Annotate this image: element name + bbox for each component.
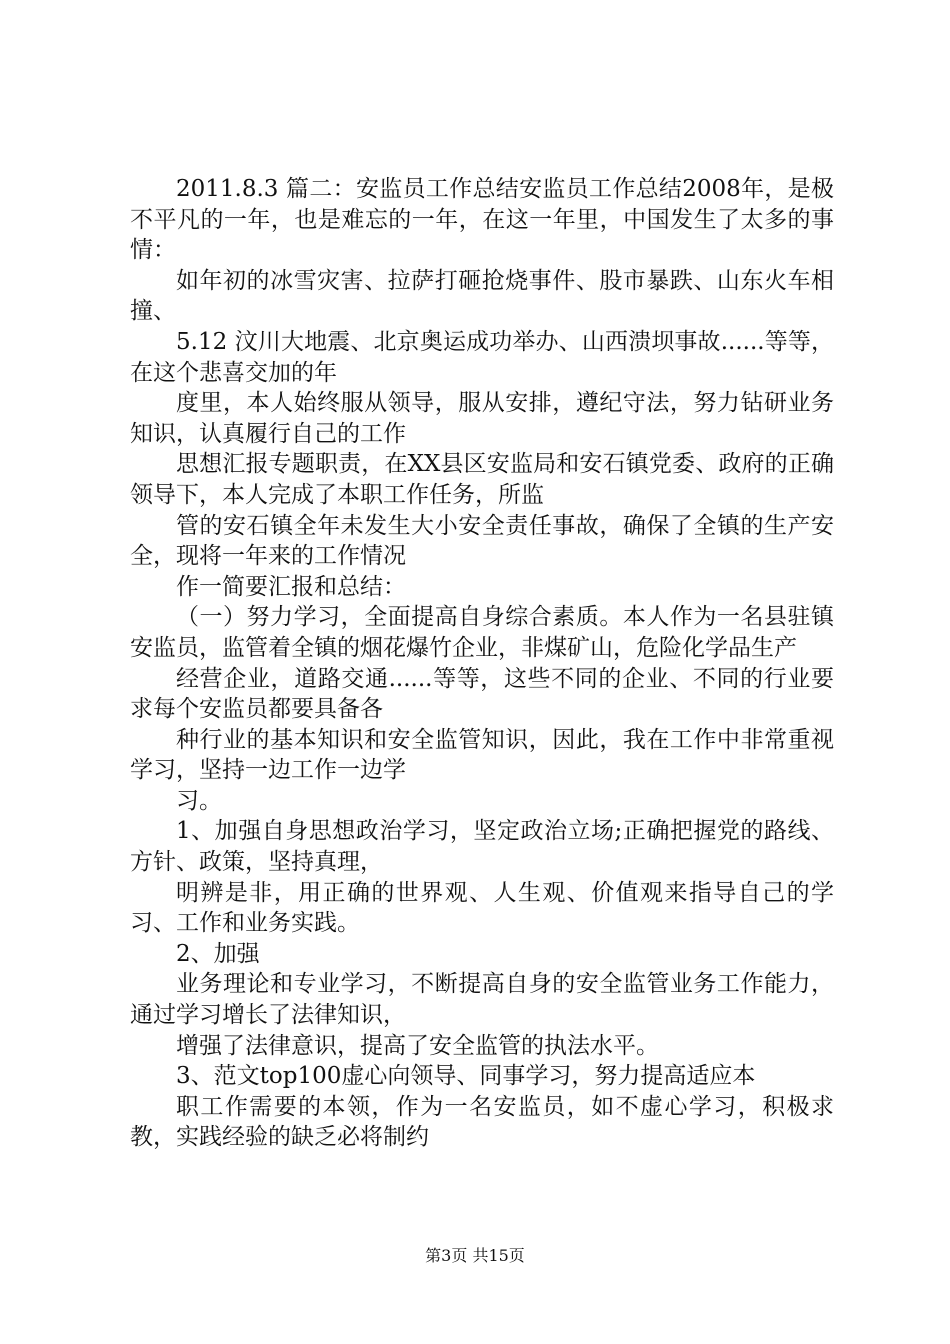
paragraph: 2011.8.3 篇二：安监员工作总结安监员工作总结2008年，是极不平凡的一年，也是难忘的一年，在这一年里，中国发生了太多的事情： [130, 176, 834, 264]
page-footer: 第3页 共15页 [425, 1246, 525, 1265]
paragraph: 经营企业，道路交通......等等，这些不同的企业、不同的行业要求每个安监员都要具备各 [130, 665, 834, 723]
paragraph: 度里，本人始终服从领导，服从安排，遵纪守法，努力钻研业务知识，认真履行自己的工作 [130, 390, 834, 447]
paragraph: 职工作需要的本领，作为一名安监员，如不虚心学习，积极求教，实践经验的缺乏必将制约 [130, 1093, 834, 1151]
paragraph: 明辨是非，用正确的世界观、人生观、价值观来指导自己的学习、工作和业务实践。 [130, 879, 834, 937]
paragraph: 3、范文top100虚心向领导、同事学习，努力提高适应本 [176, 1063, 756, 1090]
paragraph: 如年初的冰雪灾害、拉萨打砸抢烧事件、股市暴跌、山东火车相撞、 [130, 267, 834, 325]
paragraph: （一）努力学习，全面提高自身综合素质。本人作为一名县驻镇安监员，监管着全镇的烟花爆竹企业，非煤矿山，危险化学品生产 [130, 604, 834, 661]
paragraph: 管的安石镇全年未发生大小安全责任事故，确保了全镇的生产安全，现将一年来的工作情况 [130, 512, 834, 570]
paragraph: 习。 [176, 787, 222, 814]
body-text [130, 174, 834, 1153]
paragraph: 种行业的基本知识和安全监管知识，因此，我在工作中非常重视学习，坚持一边工作一边学 [130, 726, 834, 784]
paragraph: 5.12 汶川大地震、北京奥运成功举办、山西溃坝事故......等等，在这个悲喜交加的年 [130, 328, 834, 386]
paragraph: 作一简要汇报和总结： [176, 573, 406, 600]
paragraph: 增强了法律意识，提高了安全监管的执法水平。 [176, 1032, 659, 1059]
paragraph: 业务理论和专业学习，不断提高自身的安全监管业务工作能力，通过学习增长了法律知识， [130, 971, 834, 1029]
paragraph: 思想汇报专题职责，在XX县区安监局和安石镇党委、政府的正确领导下，本人完成了本职工作任务，所监 [130, 451, 834, 508]
paragraph: 2、加强 [176, 940, 260, 967]
paragraph: 1、加强自身思想政治学习，坚定政治立场;正确把握党的路线、方针、政策，坚持真理， [130, 818, 834, 876]
